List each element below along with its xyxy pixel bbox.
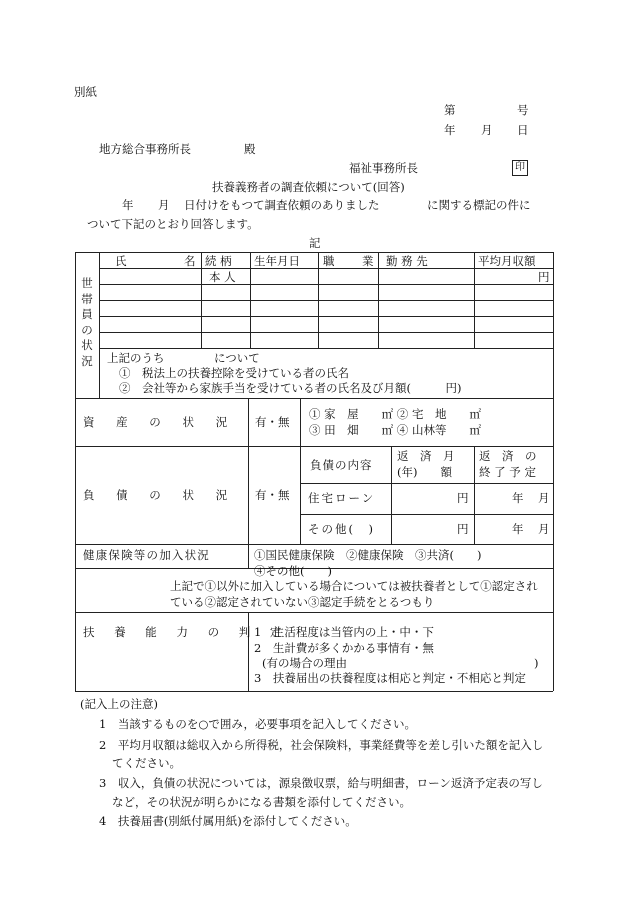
intro-year: 年 bbox=[122, 198, 134, 212]
debts-repay-header-1: 返 済 月 bbox=[397, 449, 455, 463]
debts-row-2-name: その他( ) bbox=[308, 522, 375, 536]
notes-item-3-cont: など，その状況が明らかになる書類を添付してください。 bbox=[112, 795, 411, 809]
debts-end-header-2: 終 了 予 定 bbox=[479, 465, 536, 479]
note-intro: 上記のうち bbox=[107, 351, 165, 365]
header-name-b: 名 bbox=[184, 254, 196, 268]
note-item-1: ① 税法上の扶養控除を受けている者の氏名 bbox=[119, 366, 349, 380]
debts-row-1-year: 年 bbox=[512, 491, 524, 505]
assets-line1: ① 家 屋 ㎡ ② 宅 地 ㎡ bbox=[309, 407, 481, 421]
notes-item-2-cont: てください。 bbox=[112, 756, 181, 770]
support-line3-close: ) bbox=[534, 656, 539, 670]
notes-item-2: 2 平均月収額は総収入から所得税，社会保険料，事業経費等を差し引いた額を記入し bbox=[99, 738, 544, 752]
insurance-note2: ている②認定されていない③認定手続をとるつもり bbox=[170, 595, 435, 609]
intro-text: 日付けをもつて調査依頼のありました bbox=[184, 198, 380, 212]
debts-repay-header-2: (年) 額 bbox=[397, 465, 452, 479]
document-title: 扶養義務者の調査依頼について(回答) bbox=[212, 180, 405, 194]
header-relation: 続 柄 bbox=[205, 254, 232, 268]
household-section-label: 世帯員の状況 bbox=[81, 276, 93, 368]
assets-label: 資 産 の 状 況 bbox=[83, 415, 237, 429]
ki-label: 記 bbox=[309, 236, 321, 250]
debts-content-header: 負債の内容 bbox=[310, 458, 373, 472]
first-row-income-unit: 円 bbox=[538, 270, 550, 284]
notes-item-4: 4 扶養届書(別紙付属用紙)を添付してください。 bbox=[99, 814, 357, 828]
debts-row-2-year: 年 bbox=[512, 522, 524, 536]
doc-date-day: 日 bbox=[517, 123, 529, 137]
debts-end-header-1: 返 済 の bbox=[479, 449, 537, 463]
doc-number-go: 号 bbox=[517, 103, 529, 117]
debts-row-1-yen: 円 bbox=[457, 491, 469, 505]
notes-item-1: 1 当該するものを○で囲み，必要事項を記入してください。 bbox=[99, 717, 417, 731]
debts-row-1-name: 住宅ローン bbox=[308, 491, 376, 505]
debts-row-2-month: 月 bbox=[538, 522, 550, 536]
insurance-label: 健康保険等の加入状況 bbox=[83, 548, 210, 562]
header-workplace: 勤 務 先 bbox=[386, 254, 428, 268]
first-row-relation: 本 人 bbox=[209, 270, 236, 284]
insurance-note1: 上記で①以外に加入している場合については被扶養者として①認定され bbox=[170, 579, 538, 593]
note-item-2: ② 会社等から家族手当を受けている者の氏名及び月額( 円) bbox=[119, 381, 462, 395]
notes-heading: (記入上の注意) bbox=[80, 697, 158, 711]
addressee-name: 地方総合事務所長 bbox=[99, 142, 191, 156]
header-job-b: 業 bbox=[362, 254, 374, 268]
doc-date-month: 月 bbox=[481, 123, 493, 137]
attachment-label: 別紙 bbox=[74, 85, 97, 99]
seal-stamp: 印 bbox=[512, 160, 528, 176]
support-line2: 2 生計費が多くかかる事情有・無 bbox=[254, 641, 434, 655]
insurance-line1: ①国民健康保険 ②健康保険 ③共済( ) bbox=[254, 548, 482, 562]
assets-has-none: 有・無 bbox=[255, 415, 290, 429]
intro-tail: に関する標記の件に bbox=[427, 198, 531, 212]
note-about: について bbox=[214, 351, 260, 365]
header-income: 平均月収額 bbox=[478, 254, 536, 268]
header-birth: 生年月日 bbox=[254, 254, 300, 268]
debts-has-none: 有・無 bbox=[255, 488, 290, 502]
support-line4: 3 扶養届出の扶養程度は相応と判定・不相応と判定 bbox=[254, 671, 526, 685]
intro-line2: ついて下記のとおり回答します。 bbox=[87, 217, 259, 231]
support-label: 扶 養 能 力 の 判 定 bbox=[83, 625, 290, 639]
doc-number-dai: 第 bbox=[444, 103, 456, 117]
debts-label: 負 債 の 状 況 bbox=[83, 488, 237, 502]
notes-item-3: 3 収入，負債の状況については，源泉徴収票，給与明細書，ローン返済予定表の写し bbox=[99, 776, 543, 790]
insurance-line2: ④その他( ) bbox=[254, 564, 332, 578]
intro-month: 月 bbox=[158, 198, 170, 212]
header-name-a: 氏 bbox=[115, 254, 127, 268]
debts-row-2-yen: 円 bbox=[457, 522, 469, 536]
support-line1: 1 生活程度は当管内の上・中・下 bbox=[254, 625, 434, 639]
addressee-honorific: 殿 bbox=[244, 142, 256, 156]
debts-row-1-month: 月 bbox=[538, 491, 550, 505]
sender-name: 福祉事務所長 bbox=[349, 161, 418, 175]
assets-line2: ③ 田 畑 ㎡ ④ 山林等 ㎡ bbox=[309, 423, 481, 437]
doc-date-year: 年 bbox=[444, 123, 456, 137]
header-job-a: 職 bbox=[323, 254, 335, 268]
support-line3-open: (有の場合の理由 bbox=[262, 656, 347, 670]
